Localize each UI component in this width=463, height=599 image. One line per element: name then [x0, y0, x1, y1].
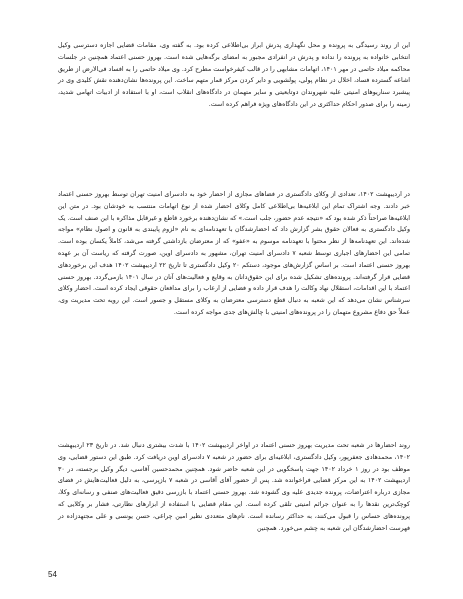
paragraph: در اردیبهشت ۱۴۰۲، تعدادی از وکلای دادگستری در فضاهای مجازی از احضار خود به دادسرای امنیت تهران توسط بهروز حسنی اعتماد خبر دادند. وجه اشتراک تمام این ابلاغیه‌ها بی‌اطلاعی کامل وکلای احضار شده از نوع اتهامات منتسب به خودشان بود. در متن این ابلاغیه‌ها صراحتاً ذکر شده بود که «نتیجه عدم حضور، جلب است.» که نشان‌دهنده برخورد قاطع و غیرقابل مذاکره با این صنف است. یک وکیل دادگستری به فعالان حقوق بشر گزارش داد که احضارشدگان با تعهدنامه‌ای به نام «لزوم پایبندی به قانون و اصول نظام» مواجه شده‌اند. این تعهدنامه‌ها از نظر محتوا با تعهدنامه موسوم به «عفو» که از معترضان بازداشتی گرفته می‌شد، کاملاً یکسان بوده است. تمامی این احضارهای اجباری توسط شعبه ۷ دادسرای امنیت تهران، مشهور به دادسرای اوین، صورت گرفته که ریاست آن بر عهده بهروز حسنی اعتماد است. بر اساس گزارش‌های موجود، دستکم ۲۰ وکیل دادگستری تا تاریخ ۲۲ اردیبهشت ۱۴۰۲ هدف این برخوردهای قضایی قرار گرفته‌اند. پرونده‌های تشکیل شده برای این حقوق‌دانان به وقایع و فعالیت‌های آنان در سال ۱۴۰۱ بازمی‌گردد. بهروز حسنی اعتماد با این اقدامات، استقلال نهاد وکالت را هدف قرار داده و فضایی از ارعاب را برای مدافعان حقوقی ایجاد کرده است. احضار وکلای سرشناس نشان می‌دهد که این شعبه به دنبال قطع دسترسی معترضان به وکلای مستقل و جسور است. این رویه تحت مدیریت وی، عملاً حق دفاع مشروع متهمان را در پرونده‌های امنیتی با چالش‌های جدی مواجه کرده است. — [58, 191, 411, 316]
page-number: 54 — [48, 570, 57, 579]
paragraph: این از روند رسیدگی به پرونده و محل نگهداری پدرش ابراز بی‌اطلاعی کرده بود. به گفته وی، مقامات قضایی اجازه دسترسی وکیل انتخابی خانواده به پرونده را نداده و پدرش در انفرادی مجبور به امضای برگه‌هایی شده است. بهروز حسنی اعتماد همچنین در جلسات محاکمه میلاد حاتمی در مهر ۱۴۰۱، اتهامات مشابهی را در قالب کیفرخواست مطرح کرد. وی میلاد حاتمی را به افساد فی‌الارض از طریق اشاعه گسترده فساد، اخلال در نظام پولی، پولشویی و دایر کردن مرکز قمار متهم ساخت. این پرونده‌ها نشان‌دهنده نقش کلیدی وی در پیشبرد سناریوهای امنیتی علیه شهروندان دوتابعیتی و سایر متهمان در دادگاه‌های انقلاب است، او با استفاده از ادبیات اتهامی شدید، زمینه را برای صدور احکام حداکثری در این دادگاه‌های ویژه فراهم کرده است. — [58, 42, 411, 108]
paragraph: روند احضارها در شعبه تحت مدیریت بهروز حسنی اعتماد در اواخر اردیبهشت ۱۴۰۲ با شدت بیشتری دنبال شد. در تاریخ ۲۳ اردیبهشت ۱۴۰۲، محمدهادی جعفرپور، وکیل دادگستری، ابلاغیه‌ای برای حضور در شعبه ۷ دادسرای اوین دریافت کرد. طبق این دستور قضایی، وی موظف بود در روز ۱ خرداد ۱۴۰۲ جهت پاسخگویی در این شعبه حاضر شود. همچنین محمدحسین آقاسی، دیگر وکیل برجسته، در ۳۰ اردیبهشت ۱۴۰۲ به این مرکز قضایی فراخوانده شد. پس از حضور آقای آقاسی در شعبه ۷ بازپرسی، به دلیل فعالیت‌هایش در فضای مجازی درباره اعتراضات، پرونده جدیدی علیه وی گشوده شد. بهروز حسنی اعتماد با بازرسی دقیق فعالیت‌های صنفی و رسانه‌ای وکلا، کوچک‌ترین نقدها را به عنوان جرائم امنیتی تلقی کرده است. این مقام قضایی با استفاده از ابزارهای نظارتی، فشار بر وکلایی که پرونده‌های حساس را قبول می‌کنند، به حداکثر رسانده است. نام‌های متعددی نظیر امین چراغی، حسن یونسی و علی مجتهدزاده در فهرست احضارشدگان این شعبه به چشم می‌خورد. همچنین — [58, 442, 411, 532]
